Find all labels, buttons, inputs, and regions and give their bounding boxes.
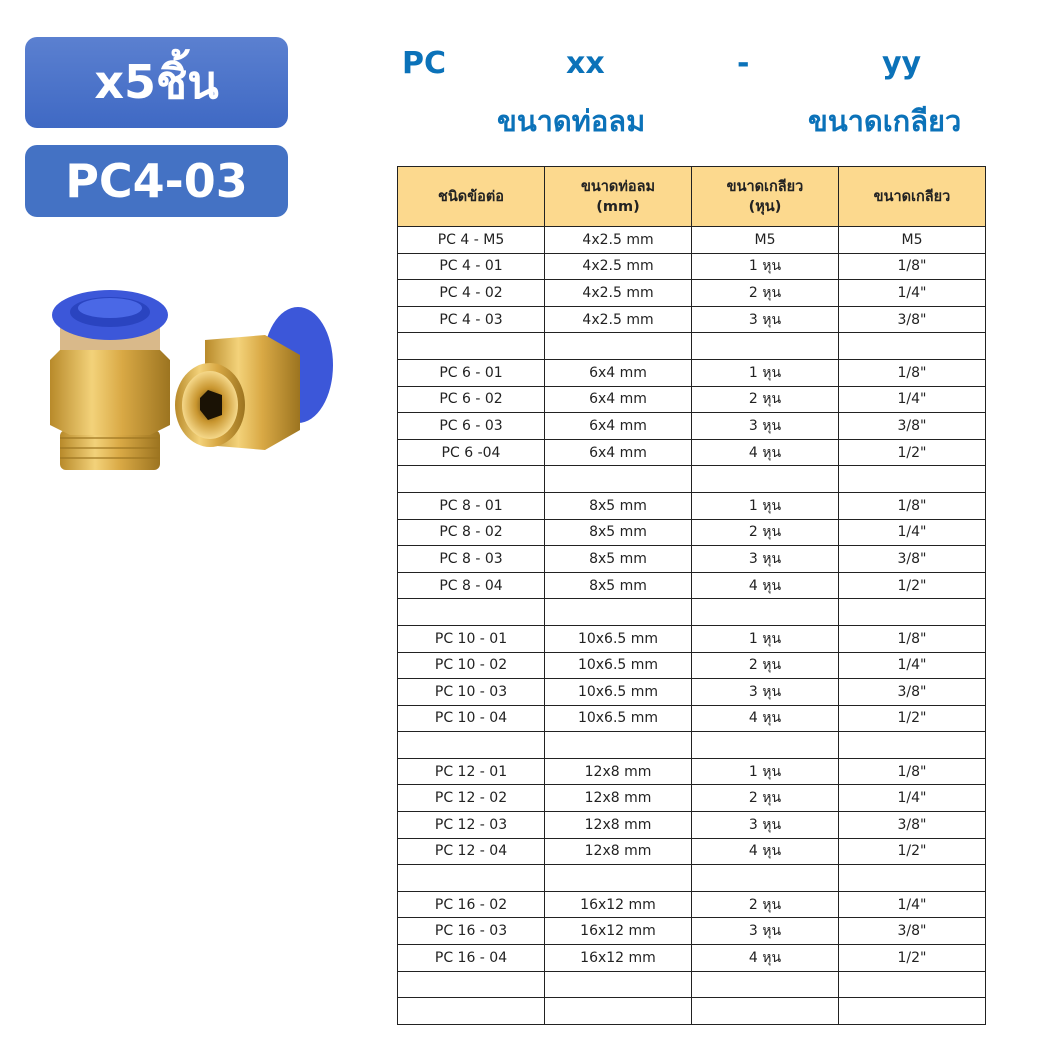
- cell-tube-size: 4x2.5 mm: [545, 227, 692, 254]
- cell-thread-hun: 2 หุน: [692, 386, 839, 413]
- cell-tube-size: [545, 466, 692, 493]
- cell-thread-inch: 1/8": [839, 492, 986, 519]
- cell-tube-size: 12x8 mm: [545, 812, 692, 839]
- table-row: [398, 413, 986, 440]
- table-row: [398, 492, 986, 519]
- cell-tube-size: 12x8 mm: [545, 758, 692, 785]
- cell-thread-hun: 2 หุน: [692, 785, 839, 812]
- cell-tube-size: 10x6.5 mm: [545, 679, 692, 706]
- cell-thread-hun: 3 หุน: [692, 413, 839, 440]
- cell-fitting-type: [398, 971, 545, 998]
- cell-fitting-type: PC 8 - 03: [398, 546, 545, 573]
- cell-tube-size: 10x6.5 mm: [545, 705, 692, 732]
- cell-tube-size: 8x5 mm: [545, 572, 692, 599]
- cell-tube-size: 6x4 mm: [545, 413, 692, 440]
- cell-fitting-type: PC 4 - 03: [398, 306, 545, 333]
- cell-thread-inch: 3/8": [839, 546, 986, 573]
- cell-thread-inch: [839, 599, 986, 626]
- cell-fitting-type: [398, 998, 545, 1025]
- cell-fitting-type: PC 12 - 01: [398, 758, 545, 785]
- cell-thread-hun: M5: [692, 227, 839, 254]
- table-row: [398, 891, 986, 918]
- cell-fitting-type: PC 6 - 03: [398, 413, 545, 440]
- table-row: [398, 918, 986, 945]
- table-row: [398, 758, 986, 785]
- cell-thread-inch: 1/4": [839, 891, 986, 918]
- table-row: [398, 253, 986, 280]
- cell-tube-size: 4x2.5 mm: [545, 253, 692, 280]
- cell-thread-hun: 4 หุน: [692, 572, 839, 599]
- cell-thread-hun: [692, 732, 839, 759]
- cell-fitting-type: [398, 865, 545, 892]
- table-row: [398, 546, 986, 573]
- cell-thread-inch: 1/4": [839, 652, 986, 679]
- cell-fitting-type: [398, 466, 545, 493]
- cell-thread-inch: [839, 971, 986, 998]
- formula-tube-code: xx: [566, 46, 605, 81]
- model-label: PC4-03: [65, 154, 248, 208]
- cell-thread-hun: [692, 971, 839, 998]
- cell-fitting-type: PC 16 - 02: [398, 891, 545, 918]
- cell-fitting-type: PC 10 - 04: [398, 705, 545, 732]
- cell-thread-hun: 2 หุน: [692, 519, 839, 546]
- cell-thread-hun: 4 หุน: [692, 439, 839, 466]
- cell-thread-inch: 1/8": [839, 253, 986, 280]
- cell-fitting-type: [398, 333, 545, 360]
- cell-fitting-type: [398, 732, 545, 759]
- fitting-right: [175, 307, 333, 450]
- cell-tube-size: 16x12 mm: [545, 945, 692, 972]
- table-header-row: [398, 167, 986, 227]
- cell-thread-inch: 1/4": [839, 386, 986, 413]
- cell-tube-size: 12x8 mm: [545, 785, 692, 812]
- cell-thread-inch: 3/8": [839, 812, 986, 839]
- cell-tube-size: 8x5 mm: [545, 546, 692, 573]
- cell-fitting-type: PC 12 - 03: [398, 812, 545, 839]
- cell-thread-hun: 2 หุน: [692, 652, 839, 679]
- table-row: [398, 812, 986, 839]
- cell-fitting-type: PC 8 - 04: [398, 572, 545, 599]
- cell-tube-size: [545, 971, 692, 998]
- cell-thread-inch: 1/8": [839, 625, 986, 652]
- cell-thread-inch: 1/2": [839, 705, 986, 732]
- cell-tube-size: 10x6.5 mm: [545, 652, 692, 679]
- table-row: [398, 280, 986, 307]
- cell-fitting-type: PC 10 - 03: [398, 679, 545, 706]
- cell-thread-hun: 3 หุน: [692, 679, 839, 706]
- quantity-label: x5ชิ้น: [94, 55, 219, 109]
- cell-thread-inch: [839, 865, 986, 892]
- table-row: [398, 945, 986, 972]
- formula-separator: -: [737, 46, 750, 81]
- cell-tube-size: 8x5 mm: [545, 519, 692, 546]
- cell-thread-hun: 2 หุน: [692, 891, 839, 918]
- cell-fitting-type: PC 6 - 02: [398, 386, 545, 413]
- cell-thread-hun: 3 หุน: [692, 546, 839, 573]
- cell-tube-size: [545, 732, 692, 759]
- table-row: [398, 679, 986, 706]
- cell-tube-size: [545, 333, 692, 360]
- cell-thread-inch: 3/8": [839, 306, 986, 333]
- cell-tube-size: [545, 865, 692, 892]
- cell-fitting-type: PC 12 - 04: [398, 838, 545, 865]
- cell-thread-hun: [692, 466, 839, 493]
- cell-thread-inch: [839, 466, 986, 493]
- cell-tube-size: 16x12 mm: [545, 891, 692, 918]
- table-row: [398, 359, 986, 386]
- cell-thread-hun: [692, 333, 839, 360]
- cell-thread-hun: 3 หุน: [692, 918, 839, 945]
- cell-tube-size: 8x5 mm: [545, 492, 692, 519]
- cell-tube-size: 10x6.5 mm: [545, 625, 692, 652]
- cell-thread-hun: 4 หุน: [692, 705, 839, 732]
- cell-thread-inch: 1/2": [839, 572, 986, 599]
- cell-fitting-type: PC 16 - 03: [398, 918, 545, 945]
- cell-thread-hun: 1 หุน: [692, 625, 839, 652]
- cell-thread-hun: 1 หุน: [692, 758, 839, 785]
- cell-thread-hun: 3 หุน: [692, 812, 839, 839]
- cell-tube-size: [545, 998, 692, 1025]
- table-row: [398, 519, 986, 546]
- cell-fitting-type: PC 16 - 04: [398, 945, 545, 972]
- cell-tube-size: 4x2.5 mm: [545, 280, 692, 307]
- table-row-spacer: [398, 599, 986, 626]
- cell-thread-inch: 3/8": [839, 918, 986, 945]
- cell-thread-hun: [692, 865, 839, 892]
- table-row-spacer: [398, 998, 986, 1025]
- cell-thread-inch: [839, 998, 986, 1025]
- cell-fitting-type: PC 4 - 01: [398, 253, 545, 280]
- cell-thread-inch: M5: [839, 227, 986, 254]
- table-row-spacer: [398, 732, 986, 759]
- cell-tube-size: 6x4 mm: [545, 439, 692, 466]
- table-row: [398, 227, 986, 254]
- header-fitting-type: ชนิดข้อต่อ: [398, 167, 545, 227]
- quantity-badge: [25, 37, 288, 128]
- cell-thread-inch: 3/8": [839, 413, 986, 440]
- cell-thread-hun: 1 หุน: [692, 359, 839, 386]
- table-row: [398, 838, 986, 865]
- cell-thread-inch: 1/8": [839, 758, 986, 785]
- table-row-spacer: [398, 466, 986, 493]
- cell-thread-hun: 1 หุน: [692, 253, 839, 280]
- cell-thread-inch: 1/2": [839, 838, 986, 865]
- cell-fitting-type: PC 10 - 02: [398, 652, 545, 679]
- cell-thread-hun: 4 หุน: [692, 838, 839, 865]
- cell-thread-hun: 2 หุน: [692, 280, 839, 307]
- table-row: [398, 306, 986, 333]
- cell-thread-inch: 1/4": [839, 785, 986, 812]
- cell-thread-hun: 4 หุน: [692, 945, 839, 972]
- cell-tube-size: 6x4 mm: [545, 359, 692, 386]
- cell-tube-size: [545, 599, 692, 626]
- model-badge: [25, 145, 288, 217]
- cell-tube-size: 12x8 mm: [545, 838, 692, 865]
- cell-thread-inch: 1/2": [839, 945, 986, 972]
- cell-thread-hun: 3 หุน: [692, 306, 839, 333]
- cell-fitting-type: PC 4 - M5: [398, 227, 545, 254]
- table-row-spacer: [398, 971, 986, 998]
- cell-thread-hun: [692, 998, 839, 1025]
- header-thread-size-inch: ขนาดเกลียว: [839, 167, 986, 227]
- table-row: [398, 386, 986, 413]
- cell-thread-inch: [839, 732, 986, 759]
- table-row: [398, 572, 986, 599]
- cell-fitting-type: PC 8 - 02: [398, 519, 545, 546]
- table-row: [398, 625, 986, 652]
- cell-thread-inch: 1/8": [839, 359, 986, 386]
- cell-fitting-type: PC 10 - 01: [398, 625, 545, 652]
- spec-table: [397, 166, 986, 1025]
- cell-tube-size: 6x4 mm: [545, 386, 692, 413]
- fitting-left: [50, 290, 170, 470]
- cell-fitting-type: PC 12 - 02: [398, 785, 545, 812]
- table-row: [398, 785, 986, 812]
- cell-thread-inch: 1/4": [839, 280, 986, 307]
- cell-fitting-type: PC 4 - 02: [398, 280, 545, 307]
- formula-prefix: PC: [402, 46, 447, 81]
- cell-fitting-type: PC 6 -04: [398, 439, 545, 466]
- cell-tube-size: 16x12 mm: [545, 918, 692, 945]
- formula-thread-code: yy: [882, 46, 922, 81]
- cell-thread-inch: 3/8": [839, 679, 986, 706]
- table-row: [398, 705, 986, 732]
- product-image: [30, 280, 350, 480]
- cell-thread-hun: [692, 599, 839, 626]
- header-thread-size-hun: ขนาดเกลียว (หุน): [692, 167, 839, 227]
- formula-thread-label: ขนาดเกลียว: [808, 104, 962, 138]
- formula-tube-label: ขนาดท่อลม: [497, 104, 646, 138]
- header-tube-size: ขนาดท่อลม (mm): [545, 167, 692, 227]
- cell-thread-inch: 1/2": [839, 439, 986, 466]
- cell-fitting-type: PC 6 - 01: [398, 359, 545, 386]
- cell-thread-inch: 1/4": [839, 519, 986, 546]
- cell-tube-size: 4x2.5 mm: [545, 306, 692, 333]
- table-row: [398, 652, 986, 679]
- table-row-spacer: [398, 333, 986, 360]
- table-row: [398, 439, 986, 466]
- cell-fitting-type: [398, 599, 545, 626]
- table-row-spacer: [398, 865, 986, 892]
- cell-thread-inch: [839, 333, 986, 360]
- cell-fitting-type: PC 8 - 01: [398, 492, 545, 519]
- cell-thread-hun: 1 หุน: [692, 492, 839, 519]
